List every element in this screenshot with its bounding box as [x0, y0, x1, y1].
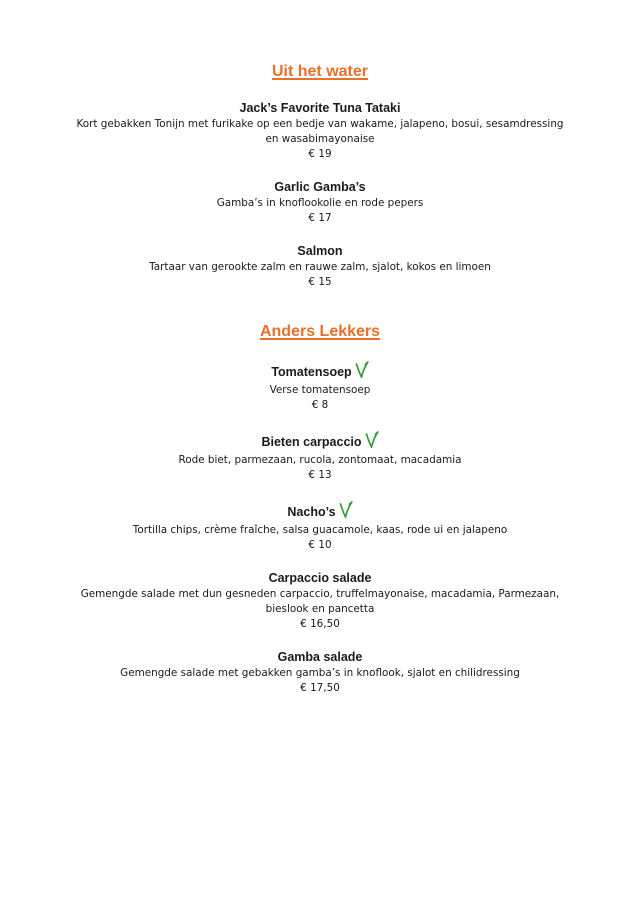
menu-item-name-row [0, 430, 640, 453]
menu-item-description: Gemengde salade met dun gesneden carpaccio, truffelmayonaise, macadamia, Parmezaan, bieslook en pancetta [80, 588, 560, 615]
menu-item-price: € 15 [308, 276, 332, 288]
menu-items [0, 100, 640, 290]
menu-item-name: Carpaccio salade [268, 571, 372, 585]
menu-item-name: Bieten carpaccio [261, 435, 362, 449]
section-title: Anders Lekkers [259, 323, 381, 340]
menu-item-name: Gamba salade [277, 650, 363, 664]
menu-item-name: Jack’s Favorite Tuna Tataki [239, 101, 401, 115]
menu-item [0, 500, 640, 553]
menu-item-description: Tartaar van gerookte zalm en rauwe zalm, sjalot, kokos en limoen [149, 261, 491, 273]
menu-item-price: € 16,50 [300, 618, 340, 630]
menu-item-description: Kort gebakken Tonijn met furikake op een bedje van wakame, jalapeno, bosui, sesamdressing en wasabimayonaise [76, 118, 564, 145]
menu-item [0, 430, 640, 483]
menu-item-name-row [0, 360, 640, 383]
menu-item-price: € 8 [311, 399, 329, 411]
menu-item-description: Tortilla chips, crème fraîche, salsa guacamole, kaas, rode ui en jalapeno [132, 524, 508, 536]
menu-item-description: Rode biet, parmezaan, rucola, zontomaat, macadamia [178, 454, 462, 466]
menu-section-anders-lekkers [0, 322, 640, 696]
menu-item [0, 243, 640, 290]
menu-section-uit-het-water [0, 62, 640, 290]
menu-item-name: Garlic Gamba’s [274, 180, 366, 194]
menu-item-price: € 17 [308, 212, 332, 224]
menu-item-name: Tomatensoep [271, 365, 352, 379]
menu-item-description: Gamba’s in knoflookolie en rode pepers [216, 197, 424, 209]
menu-item [0, 179, 640, 226]
menu-item-price: € 13 [308, 469, 332, 481]
vegetarian-leaf-icon [355, 360, 369, 378]
menu-item-description: Gemengde salade met gebakken gamba’s in knoflook, sjalot en chilidressing [120, 667, 520, 679]
menu-item-price: € 10 [308, 539, 332, 551]
menu-item-description: Verse tomatensoep [269, 384, 371, 396]
vegetarian-leaf-icon [339, 500, 353, 518]
menu-item-name: Nacho’s [287, 505, 336, 519]
section-title: Uit het water [271, 63, 368, 80]
menu-item [0, 360, 640, 413]
menu-items [0, 360, 640, 696]
menu-item-name: Salmon [297, 244, 343, 258]
vegetarian-leaf-icon [365, 430, 379, 448]
menu-item-price: € 19 [308, 148, 332, 160]
menu-item [0, 100, 640, 162]
menu-item-name-row [0, 500, 640, 523]
menu-item-price: € 17,50 [300, 682, 340, 694]
menu-item [0, 570, 640, 632]
menu-item [0, 649, 640, 696]
